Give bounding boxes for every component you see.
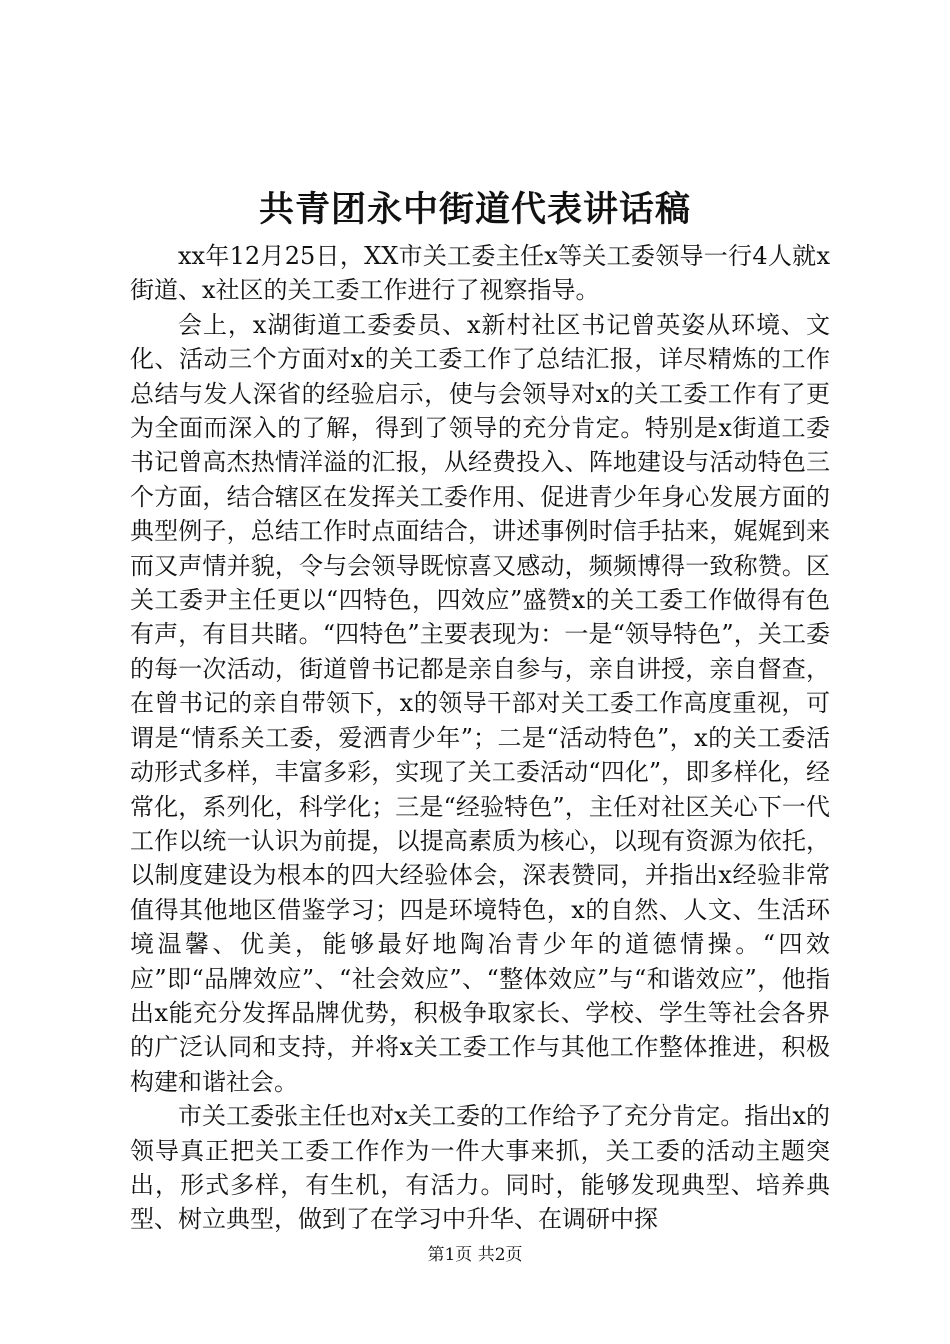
document-body bbox=[130, 239, 830, 1237]
paragraph-2: 会上，x湖街道工委委员、x新村社区书记曾英姿从环境、文化、活动三个方面对x的关工委工作了总结汇报，详尽精炼的工作总结与发人深省的经验启示，使与会领导对x的关工委工作有了更为全面而深入的了解，得到了领导的充分肯定。特别是x街道工委书记曾高杰热情洋溢的汇报，从经费投入、阵地建设与活动特色三个方面，结合辖区在发挥关工委作用、促进青少年身心发展方面的典型例子，总结工作时点面结合，讲述事例时信手拈来，娓娓到来而又声情并貌，令与会领导既惊喜又感动，频频博得一致称赞。区关工委尹主任更以“四特色，四效应”盛赞x的关工委工作做得有色有声，有目共睹。“四特色”主要表现为：一是“领导特色”，关工委的每一次活动，街道曾书记都是亲自参与，亲自讲授，亲自督查，在曾书记的亲自带领下，x的领导干部对关工委工作高度重视，可谓是“情系关工委，爱洒青少年”；二是“活动特色”，x的关工委活动形式多样，丰富多彩，实现了关工委活动“四化”，即多样化，经常化，系列化，科学化；三是“经验特色”，主任对社区关心下一代工作以统一认识为前提，以提高素质为核心，以现有资源为依托，以制度建设为根本的四大经验体会，深表赞同，并指出x经验非常值得其他地区借鉴学习；四是环境特色，x的自然、人文、生活环境温馨、优美，能够最好地陶冶青少年的道德情操。“四效应”即“品牌效应”、“社会效应”、“整体效应”与“和谐效应”，他指出x能充分发挥品牌优势，积极争取家长、学校、学生等社会各界的广泛认同和支持，并将x关工委工作与其他工作整体推进，积极构建和谐社会。 bbox=[130, 310, 830, 1096]
document-title: 共青团永中街道代表讲话稿 bbox=[258, 189, 691, 230]
paragraph-1: xx年12月25日，XX市关工委主任x等关工委领导一行4人就x街道、x社区的关工委工作进行了视察指导。 bbox=[130, 242, 830, 305]
paragraph-3: 市关工委张主任也对x关工委的工作给予了充分肯定。指出x的领导真正把关工委工作作为一件大事来抓，关工委的活动主题突出，形式多样，有生机，有活力。同时，能够发现典型、培养典型、树立典型，做到了在学习中升华、在调研中探 bbox=[130, 1102, 830, 1234]
page-footer bbox=[0, 1243, 950, 1267]
page-number-label: 第1页 共2页 bbox=[427, 1245, 523, 1265]
